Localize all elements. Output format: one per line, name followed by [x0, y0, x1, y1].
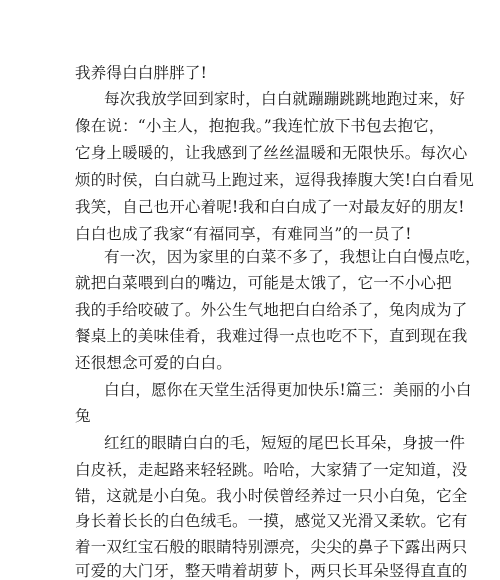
- text-line-10: 我的手给咬破了。外公生气地把白白给杀了，兔肉成为了: [75, 301, 468, 319]
- text-line-13: 白白，愿你在天堂生活得更加快乐!篇三：美丽的小白: [104, 381, 472, 399]
- text-line-3: 像在说：“小主人，抱抱我。”我连忙放下书包去抱它，: [75, 117, 445, 135]
- text-line-18: 身长着长长的白色绒毛。一摸，感觉又光滑又柔软。它有: [75, 512, 468, 530]
- text-line-11: 餐桌上的美味佳肴，我难过得一点也吃不下，直到现在我: [75, 327, 468, 345]
- text-line-16: 白皮袄，走起路来轻轻跳。哈哈，大家猜了一定知道，没: [75, 461, 468, 479]
- text-line-1: 我养得白白胖胖了!: [75, 64, 208, 82]
- text-line-15: 红红的眼睛白白的毛，短短的尾巴长耳朵，身披一件: [104, 434, 466, 452]
- text-line-5: 烦的时侯，白白就马上跑过来，逗得我捧腹大笑!白白看见: [75, 171, 474, 189]
- text-line-4: 它身上暖暖的，让我感到了丝丝温暖和无限快乐。每次心: [75, 144, 468, 162]
- text-line-6: 我笑，自己也开心着呢!我和白白成了一对最友好的朋友!: [75, 198, 465, 216]
- text-line-20: 可爱的大门牙，整天啃着胡萝卜，两只长耳朵竖得直直的: [75, 562, 468, 580]
- text-line-19: 着一双红宝石般的眼睛特别漂亮，尖尖的鼻子下露出两只: [75, 538, 468, 556]
- text-line-2: 每次我放学回到家时，白白就蹦蹦跳跳地跑过来，好: [104, 90, 466, 108]
- text-line-9: 就把白菜喂到白的嘴边，可能是太饿了，它一不小心把: [75, 274, 452, 292]
- text-line-12: 还很想念可爱的白白。: [75, 354, 233, 372]
- text-line-7: 白白也成了我家“有福同享，有难同当”的一员了!: [75, 225, 412, 243]
- text-line-14: 兔: [75, 407, 91, 425]
- text-line-17: 错，这就是小白兔。我小时侯曾经养过一只小白兔，它全: [75, 487, 468, 505]
- text-line-8: 有一次，因为家里的白菜不多了，我想让白白慢点吃，: [104, 248, 481, 266]
